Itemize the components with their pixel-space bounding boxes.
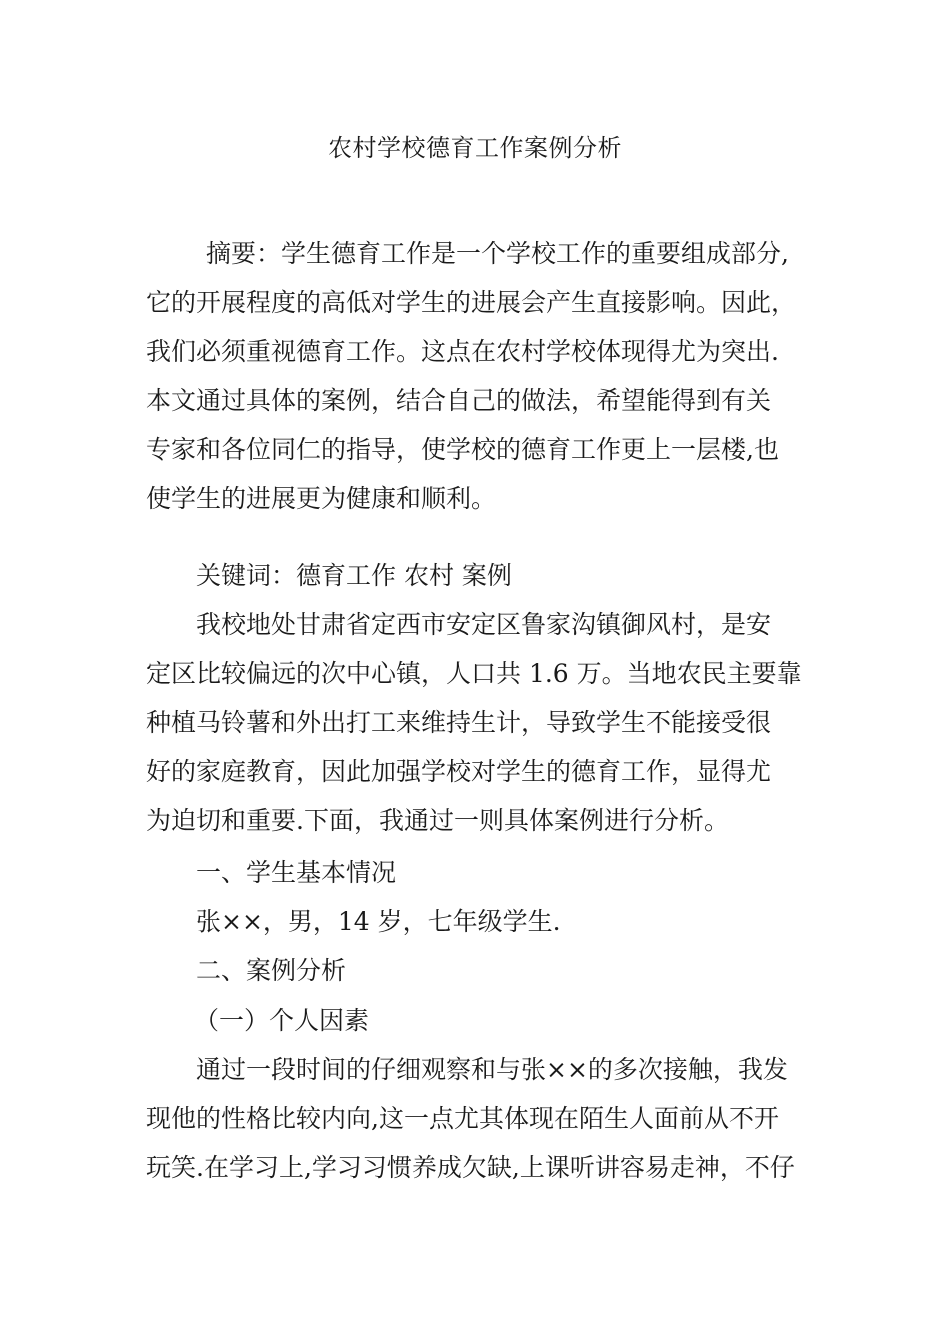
body-line: 种植马铃薯和外出打工来维持生计，导致学生不能接受很 [146, 708, 772, 737]
section-heading-case-analysis [146, 946, 812, 995]
body-line: 通过一段时间的仔细观察和与张××的多次接触，我发 [196, 1055, 788, 1084]
subsection-heading-personal-factors [146, 996, 812, 1045]
personal-factors-paragraph [146, 1045, 812, 1192]
keywords-paragraph [146, 551, 812, 600]
body-line: 好的家庭教育，因此加强学校对学生的德育工作，显得尤 [146, 757, 772, 786]
abstract-line: 摘要：学生德育工作是一个学校工作的重要组成部分, [206, 239, 789, 268]
body-line: 张××，男，14 岁，七年级学生. [196, 907, 561, 936]
heading-line: 一、学生基本情况 [196, 858, 397, 887]
abstract-line: 使学生的进展更为健康和顺利。 [146, 484, 497, 513]
abstract-line: 专家和各位同仁的指导，使学校的德育工作更上一层楼,也 [146, 435, 779, 464]
abstract-line: 我们必须重视德育工作。这点在农村学校体现得尤为突出. [146, 337, 779, 366]
body-line: 玩笑.在学习上,学习习惯养成欠缺,上课听讲容易走神，不仔 [146, 1153, 795, 1182]
background-paragraph [146, 600, 812, 845]
document-title: 农村学校德育工作案例分析 [328, 134, 622, 162]
abstract-paragraph [146, 229, 812, 523]
body-line: 定区比较偏远的次中心镇，人口共 1.6 万。当地农民主要靠 [146, 659, 802, 688]
abstract-line: 本文通过具体的案例，结合自己的做法，希望能得到有关 [146, 386, 772, 415]
abstract-line: 它的开展程度的高低对学生的进展会产生直接影响。因此， [146, 288, 797, 317]
section-heading-student-info [146, 848, 812, 897]
heading-line: 二、案例分析 [196, 956, 347, 985]
keywords-line: 关键词：德育工作 农村 案例 [196, 561, 512, 590]
body-line: 现他的性格比较内向,这一点尤其体现在陌生人面前从不开 [146, 1104, 779, 1133]
body-line: 我校地处甘肃省定西市安定区鲁家沟镇御风村，是安 [196, 610, 772, 639]
body-line: 为迫切和重要.下面，我通过一则具体案例进行分析。 [146, 806, 729, 835]
student-info-paragraph [146, 897, 812, 946]
heading-line: （一）个人因素 [194, 1006, 370, 1035]
